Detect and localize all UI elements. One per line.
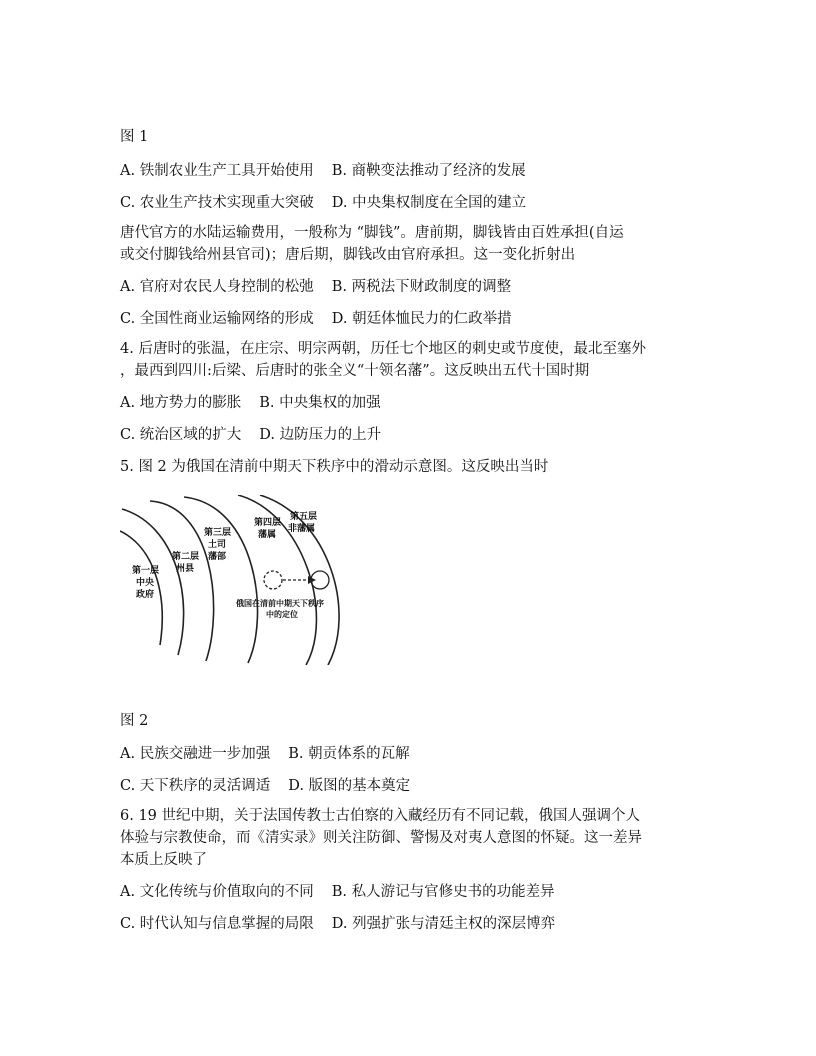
q6-option-d[interactable]: D. 列强扩张与清廷主权的深层博弈	[331, 916, 556, 932]
q4-stem-line-2: ，最西到四川:后梁、后唐时的张全义“十领名藩”。这反映出五代十国时期	[120, 363, 590, 379]
q4-option-a[interactable]: A. 地方势力的膨胀	[120, 395, 242, 411]
q5-option-a[interactable]: A. 民族交融进一步加强	[120, 746, 271, 762]
q4-options-row-1	[120, 392, 710, 414]
layer-5-label-1: 第五层	[290, 512, 318, 522]
layer-1-arc	[120, 531, 162, 645]
layer-1-label-1: 第一层	[132, 566, 160, 576]
q5-stem: 5. 图 2 为俄国在清前中期天下秩序中的滑动示意图。这反映出当时	[120, 459, 549, 475]
q5-option-c[interactable]: C. 天下秩序的灵活调适	[120, 778, 271, 794]
q5-option-b[interactable]: B. 朝贡体系的瓦解	[288, 746, 410, 762]
q3a-option-d[interactable]: D. 中央集权制度在全国的建立	[331, 195, 527, 211]
q5-options-row-1	[120, 743, 710, 765]
q4-stem-line-1: 4. 后唐时的张温，在庄宗、明宗两朝，历任七个地区的刺史或节度使，最北至塞外	[120, 341, 646, 357]
q3b-stem-line-1: 唐代官方的水陆运输费用，一般称为 “脚钱”。唐前期，脚钱皆由百姓承担(自运	[120, 225, 624, 241]
figure-2-caption: 图 2	[120, 713, 149, 729]
layer-4-label-2: 藩属	[258, 530, 277, 540]
q3b-options-row-2	[120, 308, 710, 330]
q6-stem-line-2: 体验与宗教使命，而《清实录》则关注防御、警惕及对夷人意图的怀疑。这一差异	[120, 830, 642, 846]
q6-option-b[interactable]: B. 私人游记与官修史书的功能差异	[331, 884, 555, 900]
q3a-options-row-1	[120, 160, 710, 182]
q6-option-a[interactable]: A. 文化传统与价值取向的不同	[120, 884, 314, 900]
layer-3-label-2: 土司	[208, 540, 227, 550]
question-page	[120, 126, 710, 478]
q5-option-d[interactable]: D. 版图的基本奠定	[288, 778, 411, 794]
russia-start-circle	[264, 571, 282, 589]
figure-1-caption: 图 1	[120, 129, 149, 145]
layer-1-label-3: 政府	[136, 590, 155, 600]
q3b-options-row-1	[120, 276, 710, 298]
q3b-stem-line-2: 或交付脚钱给州县官司)；唐后期，脚钱改由官府承担。这一变化折射出	[120, 247, 576, 263]
q3a-option-b[interactable]: B. 商鞅变法推动了经济的发展	[331, 163, 526, 179]
figure-note-line-1: 俄国在清前中期天下秩序	[236, 599, 324, 608]
q3b-option-d[interactable]: D. 朝廷体恤民力的仁政举措	[331, 311, 512, 327]
q3a-options-row-2	[120, 192, 710, 214]
figure-note-line-2: 中的定位	[266, 610, 298, 619]
layer-4-label-1: 第四层	[254, 518, 282, 528]
q3b-option-b[interactable]: B. 两税法下财政制度的调整	[331, 279, 512, 295]
q6-options-row-2	[120, 913, 710, 935]
world-order-diagram	[120, 495, 350, 665]
q3b-option-a[interactable]: A. 官府对农民人身控制的松弛	[120, 279, 314, 295]
layer-5-label-2: 非藩属	[288, 524, 316, 534]
q4-option-d[interactable]: D. 边防压力的上升	[259, 427, 382, 443]
layer-2-label-2: 州县	[176, 564, 195, 574]
q6-stem-line-1: 6. 19 世纪中期，关于法国传教士古伯察的入藏经历有不同记载，俄国人强调个人	[120, 808, 641, 824]
layer-4-arc	[184, 497, 258, 663]
q5-options-row-2	[120, 775, 710, 797]
q4-option-b[interactable]: B. 中央集权的加强	[259, 395, 381, 411]
q3b-option-c[interactable]: C. 全国性商业运输网络的形成	[120, 311, 314, 327]
q6-stem-line-3: 本质上反映了	[120, 852, 207, 868]
q6-option-c[interactable]: C. 时代认知与信息掌握的局限	[120, 916, 314, 932]
q4-options-row-2	[120, 424, 710, 446]
layer-3-label-1: 第三层	[204, 528, 232, 538]
q6-options-row-1	[120, 881, 710, 903]
q3a-option-c[interactable]: C. 农业生产技术实现重大突破	[120, 195, 314, 211]
layer-2-label-1: 第二层	[172, 552, 200, 562]
q3a-option-a[interactable]: A. 铁制农业生产工具开始使用	[120, 163, 314, 179]
q4-option-c[interactable]: C. 统治区域的扩大	[120, 427, 242, 443]
layer-3-label-3: 藩部	[208, 552, 227, 562]
layer-1-label-2: 中央	[136, 578, 155, 588]
question-page-lower	[120, 710, 710, 935]
